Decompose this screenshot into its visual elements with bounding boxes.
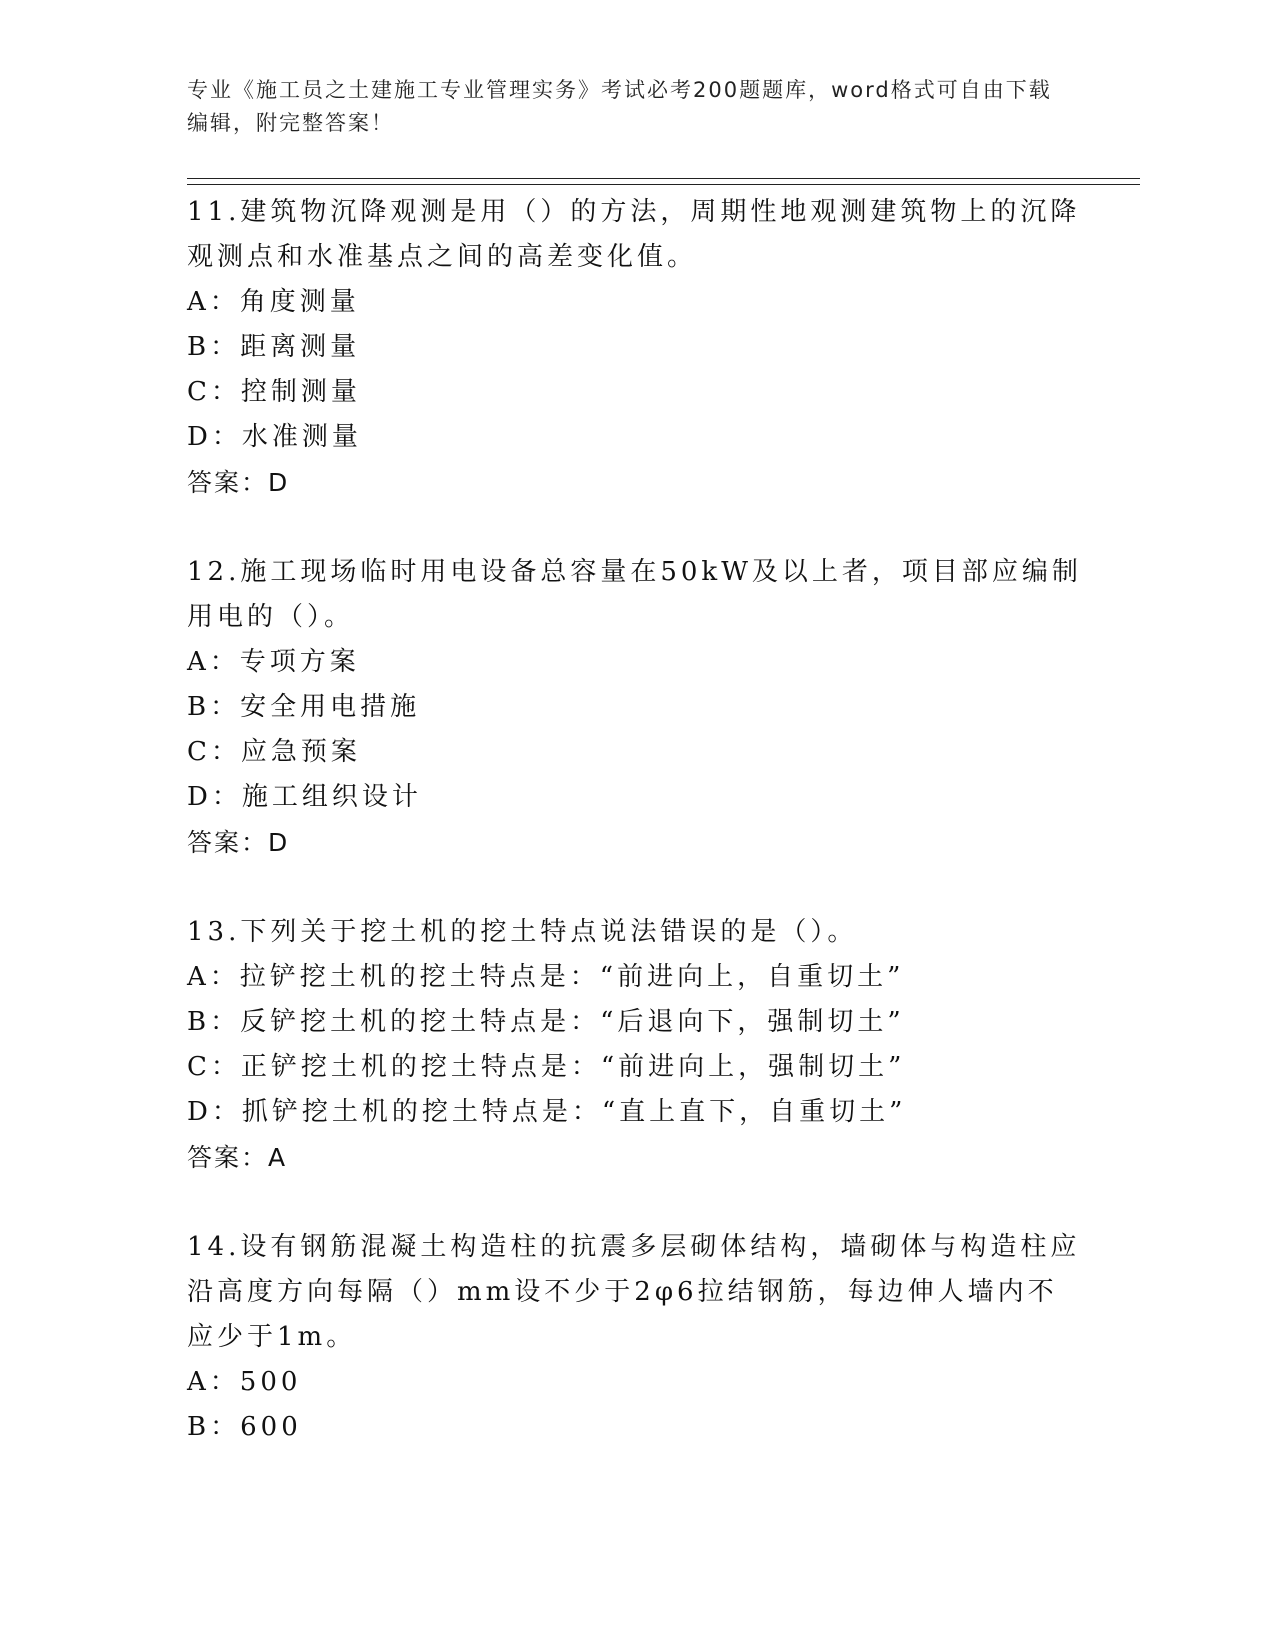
option-b: B：600 bbox=[187, 1412, 302, 1442]
question-item bbox=[187, 190, 1087, 505]
answer-text: 答案：A bbox=[187, 1143, 288, 1172]
option-b: B：反铲挖土机的挖土特点是：“后退向下，强制切土” bbox=[187, 1007, 905, 1037]
option-d: D：抓铲挖土机的挖土特点是：“直上直下，自重切土” bbox=[187, 1097, 907, 1127]
option-d: D：施工组织设计 bbox=[187, 782, 422, 812]
option-c: C：应急预案 bbox=[187, 737, 361, 767]
option-a: A：专项方案 bbox=[187, 647, 360, 677]
option-a: A：拉铲挖土机的挖土特点是：“前进向上，自重切土” bbox=[187, 962, 905, 992]
option-b: B：距离测量 bbox=[187, 332, 361, 362]
document-title: 专业《施工员之土建施工专业管理实务》考试必考200题题库，word格式可自由下载编辑，附完整答案！ bbox=[187, 78, 1052, 135]
question-stem: 12.施工现场临时用电设备总容量在50kW及以上者，项目部应编制用电的（）。 bbox=[187, 557, 1082, 632]
question-list bbox=[187, 190, 1087, 1450]
option-b: B：安全用电措施 bbox=[187, 692, 421, 722]
question-stem: 13.下列关于挖土机的挖土特点说法错误的是（）。 bbox=[187, 917, 858, 947]
question-item bbox=[187, 550, 1087, 865]
option-c: C：控制测量 bbox=[187, 377, 361, 407]
answer-text: 答案：D bbox=[187, 468, 290, 497]
question-stem: 14.设有钢筋混凝土构造柱的抗震多层砌体结构，墙砌体与构造柱应沿高度方向每隔（）mm设不少于2φ6拉结钢筋，每边伸人墙内不应少于1m。 bbox=[187, 1232, 1081, 1352]
answer-text: 答案：D bbox=[187, 828, 290, 857]
question-stem: 11.建筑物沉降观测是用（）的方法，周期性地观测建筑物上的沉降观测点和水准基点之间的高差变化值。 bbox=[187, 197, 1081, 272]
option-d: D：水准测量 bbox=[187, 422, 362, 452]
option-c: C：正铲挖土机的挖土特点是：“前进向上，强制切土” bbox=[187, 1052, 906, 1082]
header-divider-bottom bbox=[187, 184, 1140, 185]
document-header bbox=[187, 74, 1067, 140]
header-divider-top bbox=[187, 178, 1140, 179]
option-a: A：500 bbox=[187, 1367, 302, 1397]
question-item bbox=[187, 1225, 1087, 1450]
question-item bbox=[187, 910, 1087, 1180]
option-a: A：角度测量 bbox=[187, 287, 360, 317]
